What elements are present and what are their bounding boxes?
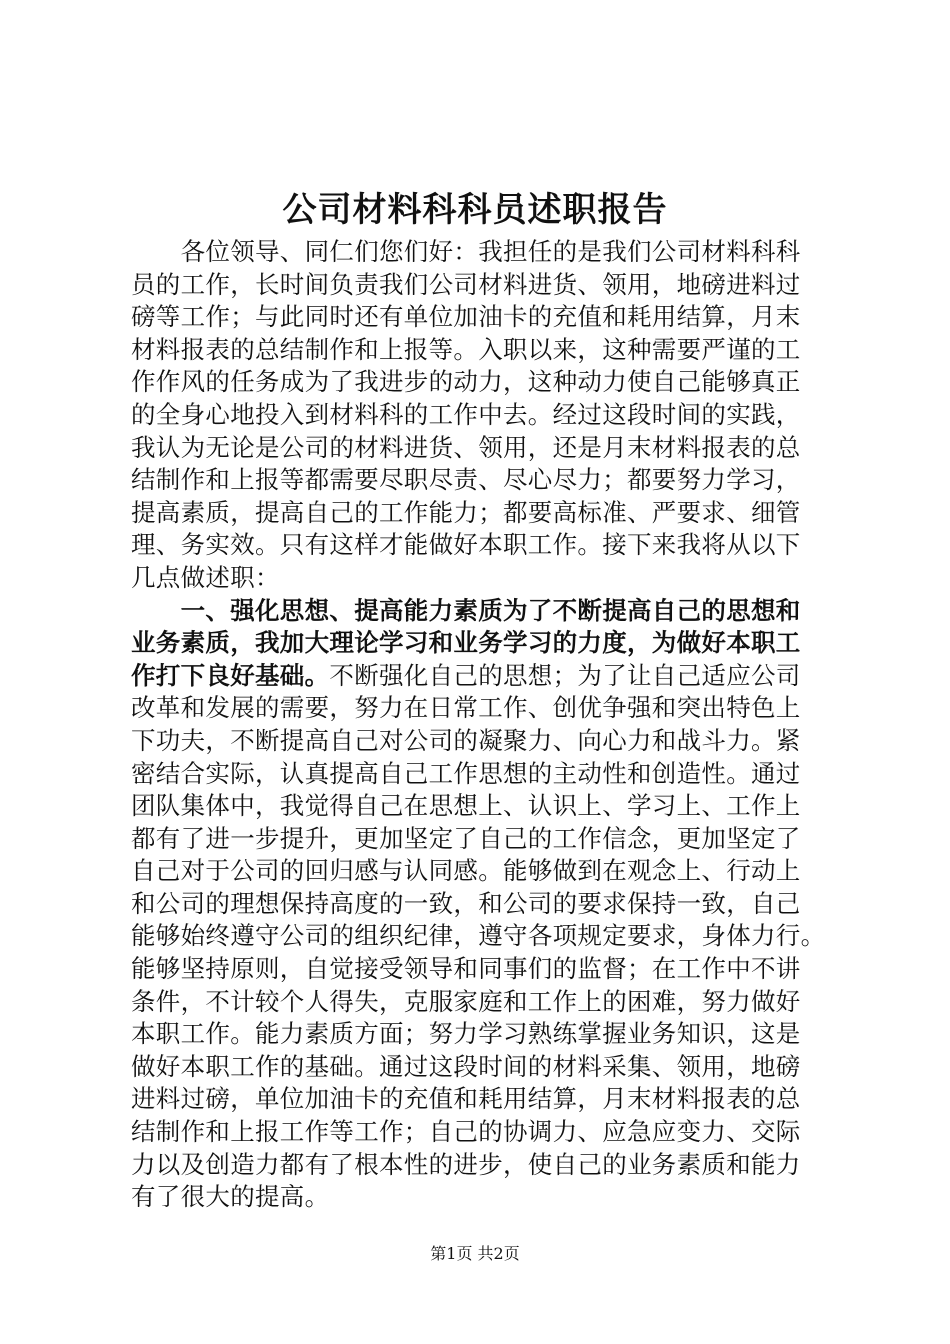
text-segment: 都有了进一步提升，更加坚定了自己的工作信念，更加坚定了: [131, 823, 801, 853]
text-segment: 理、务实效。只有这样才能做好本职工作。接下来我将从以下: [131, 530, 801, 560]
text-segment: 力以及创造力都有了根本性的进步，使自己的业务素质和能力: [131, 1149, 801, 1179]
text-segment: 磅等工作；与此同时还有单位加油卡的充值和耗用结算，月末: [131, 302, 801, 332]
body-line: [131, 1083, 831, 1116]
body-line: [131, 1116, 831, 1149]
body-line: [131, 1018, 831, 1051]
text-segment: 能够坚持原则，自觉接受领导和同事们的监督；在工作中不讲: [131, 954, 801, 984]
text-segment: 各位领导、同仁们您们好：我担任的是我们公司材料科科: [131, 237, 801, 266]
text-segment: 提高素质，提高自己的工作能力；都要高标准、严要求、细管: [131, 497, 801, 527]
document-body: [131, 236, 831, 1214]
body-line: [131, 986, 831, 1019]
text-segment: 本职工作。能力素质方面；努力学习熟练掌握业务知识，这是: [131, 1019, 801, 1049]
text-segment: 有了很大的提高。: [131, 1182, 330, 1212]
text-segment: 能够始终遵守公司的组织纪律，遵守各项规定要求，身体力行。: [131, 921, 826, 951]
body-line: [131, 497, 831, 530]
body-line: [131, 334, 831, 367]
body-line: [131, 627, 831, 660]
text-segment: 自己对于公司的回归感与认同感。能够做到在观念上、行动上: [131, 856, 801, 886]
body-line: [131, 399, 831, 432]
body-line: [131, 1051, 831, 1084]
text-segment: 的全身心地投入到材料科的工作中去。经过这段时间的实践，: [131, 399, 801, 429]
text-segment: 结制作和上报等都需要尽职尽责、尽心尽力；都要努力学习，: [131, 465, 801, 495]
text-segment: 员的工作，长时间负责我们公司材料进货、领用，地磅进料过: [131, 269, 801, 299]
text-segment: 团队集体中，我觉得自己在思想上、认识上、学习上、工作上: [131, 791, 801, 821]
body-line: [131, 269, 831, 302]
text-segment: 条件，不计较个人得失，克服家庭和工作上的困难，努力做好: [131, 986, 801, 1016]
body-line: [131, 692, 831, 725]
text-segment: 不断强化自己的思想；为了让自己适应公司: [329, 660, 801, 690]
body-line: [131, 953, 831, 986]
document-title: 公司材料科科员述职报告: [282, 190, 668, 230]
text-segment: 进料过磅，单位加油卡的充值和耗用结算，月末材料报表的总: [131, 1084, 801, 1114]
body-line: [131, 758, 831, 791]
text-segment: 改革和发展的需要，努力在日常工作、创优争强和突出特色上: [131, 693, 801, 723]
bold-text-segment: 业务素质，我加大理论学习和业务学习的力度，为做好本职工: [131, 628, 801, 658]
text-segment: 下功夫，不断提高自己对公司的凝聚力、向心力和战斗力。紧: [131, 725, 801, 755]
body-line: [131, 823, 831, 856]
body-line: [131, 888, 831, 921]
bold-text-segment: 作打下良好基础。: [131, 660, 330, 690]
body-line: [131, 562, 831, 595]
body-line: [131, 464, 831, 497]
body-line: [131, 595, 831, 628]
body-line: [131, 432, 831, 465]
text-segment: 和公司的理想保持高度的一致，和公司的要求保持一致，自己: [131, 888, 801, 918]
text-segment: 结制作和上报工作等工作；自己的协调力、应急应变力、交际: [131, 1117, 801, 1147]
text-segment: 材料报表的总结制作和上报等。入职以来，这种需要严谨的工: [131, 334, 801, 364]
body-line: [131, 1181, 831, 1214]
body-line: [131, 301, 831, 334]
page-number: 第1页 共2页: [430, 1244, 520, 1263]
text-segment: 做好本职工作的基础。通过这段时间的材料采集、领用，地磅: [131, 1051, 801, 1081]
body-line: [131, 366, 831, 399]
body-line: [131, 1149, 831, 1182]
body-line: [131, 790, 831, 823]
body-line: [131, 855, 831, 888]
text-segment: 几点做述职：: [131, 562, 280, 592]
body-line: [131, 725, 831, 758]
text-segment: 我认为无论是公司的材料进货、领用，还是月末材料报表的总: [131, 432, 801, 462]
body-line: [131, 920, 831, 953]
body-line: [131, 529, 831, 562]
bold-text-segment: 一、强化思想、提高能力素质为了不断提高自己的思想和: [131, 595, 801, 625]
body-line: [131, 660, 831, 693]
text-segment: 作作风的任务成为了我进步的动力，这种动力使自己能够真正: [131, 367, 801, 397]
body-line: [131, 236, 831, 269]
text-segment: 密结合实际，认真提高自己工作思想的主动性和创造性。通过: [131, 758, 801, 788]
